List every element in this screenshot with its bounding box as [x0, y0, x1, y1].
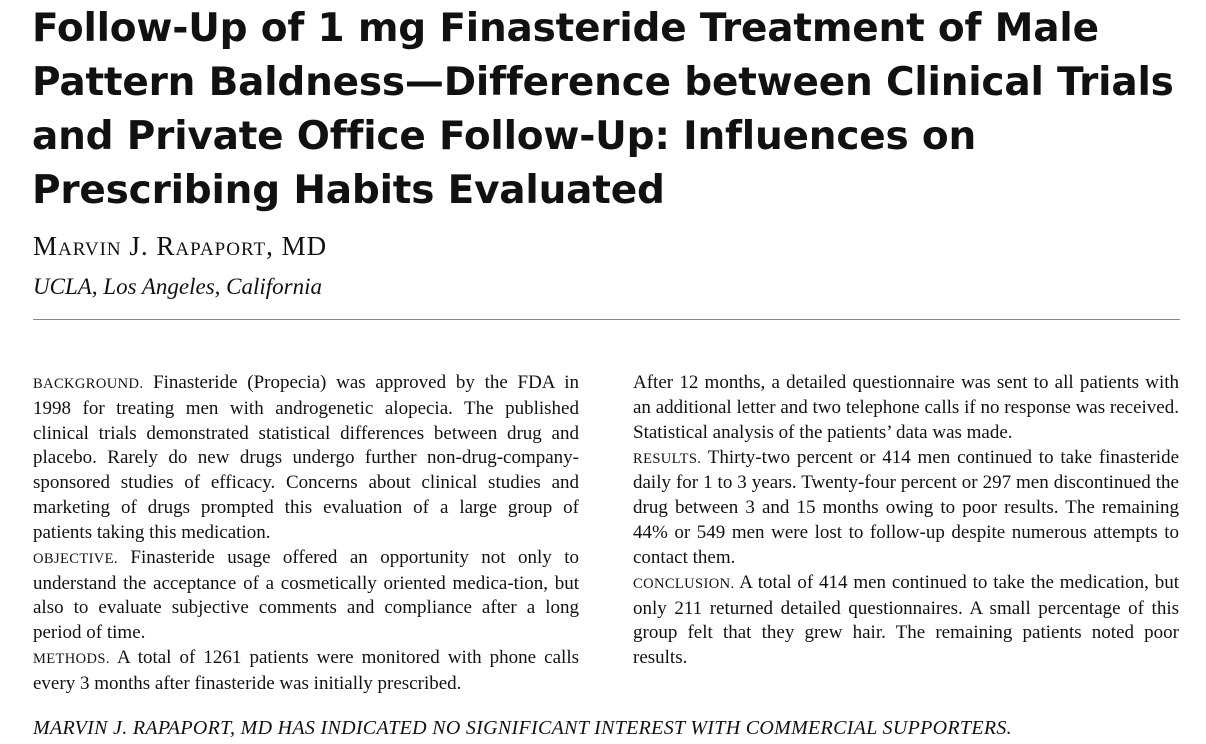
author-affiliation: UCLA, Los Angeles, California — [33, 274, 323, 299]
conclusion-text: A total of 414 men continued to take the medication, but only 211 returned detailed questionnaires. A small percentage of this group felt that they grew hair. The remaining patients noted poor results. — [633, 571, 1179, 669]
abstract-methods — [33, 646, 579, 697]
methods-text: A total of 1261 patients were monitored with phone calls every 3 months after finasteride was initially prescribed. — [33, 647, 579, 694]
background-text: Finasteride (Propecia) was approved by the FDA in 1998 for treating men with androgenetic alopecia. The published clinical trials demonstrated statistical differences between drug and placebo. Rarely do new drugs undergo further non-drug-company-sponsored studies of efficacy. Concerns about clinical studies and marketing of drugs prompted this evaluation of a large group of patients taking this medication. — [33, 372, 579, 543]
abstract-background — [33, 371, 579, 546]
methods-label: METHODS. — [33, 651, 110, 668]
article-title: Follow-Up of 1 mg Finasteride Treatment of Male Pattern Baldness—Difference between Clinical Trials and Private Office Follow-Up: Influences on Prescribing Habits Evaluated — [32, 6, 1174, 213]
results-label: RESULTS. — [633, 450, 702, 467]
author-name: Marvin J. Rapaport, MD — [33, 231, 328, 261]
abstract-objective — [33, 546, 579, 646]
abstract-results — [633, 446, 1179, 571]
results-text: Thirty-two percent or 414 men continued to take finasteride daily for 1 to 3 years. Twenty-four percent or 297 men discontinued the drug between 3 and 15 months owing to poor results. The remaining 44% or 549 men were lost to follow-up despite numerous attempts to contact them. — [633, 446, 1179, 568]
objective-text: Finasteride usage offered an opportunity not only to understand the acceptance of a cosmetically oriented medica-tion, but also to evaluate subjective comments and compliance after a long period of time. — [33, 546, 579, 644]
abstract-conclusion — [633, 571, 1179, 671]
objective-label: OBJECTIVE. — [33, 550, 118, 567]
abstract-left-column — [33, 371, 579, 697]
conflict-disclosure: MARVIN J. RAPAPORT, MD HAS INDICATED NO SIGNIFICANT INTEREST WITH COMMERCIAL SUPPORTERS. — [33, 717, 1012, 739]
background-label: BACKGROUND. — [33, 376, 144, 392]
abstract-methods-continued: After 12 months, a detailed questionnaire was sent to all patients with an additional letter and two telephone calls if no response was received. Statistical analysis of the patients’ data was made. — [633, 372, 1179, 443]
header-divider — [33, 319, 1180, 320]
conclusion-label: CONCLUSION. — [633, 575, 735, 592]
abstract-right-column — [633, 371, 1179, 671]
